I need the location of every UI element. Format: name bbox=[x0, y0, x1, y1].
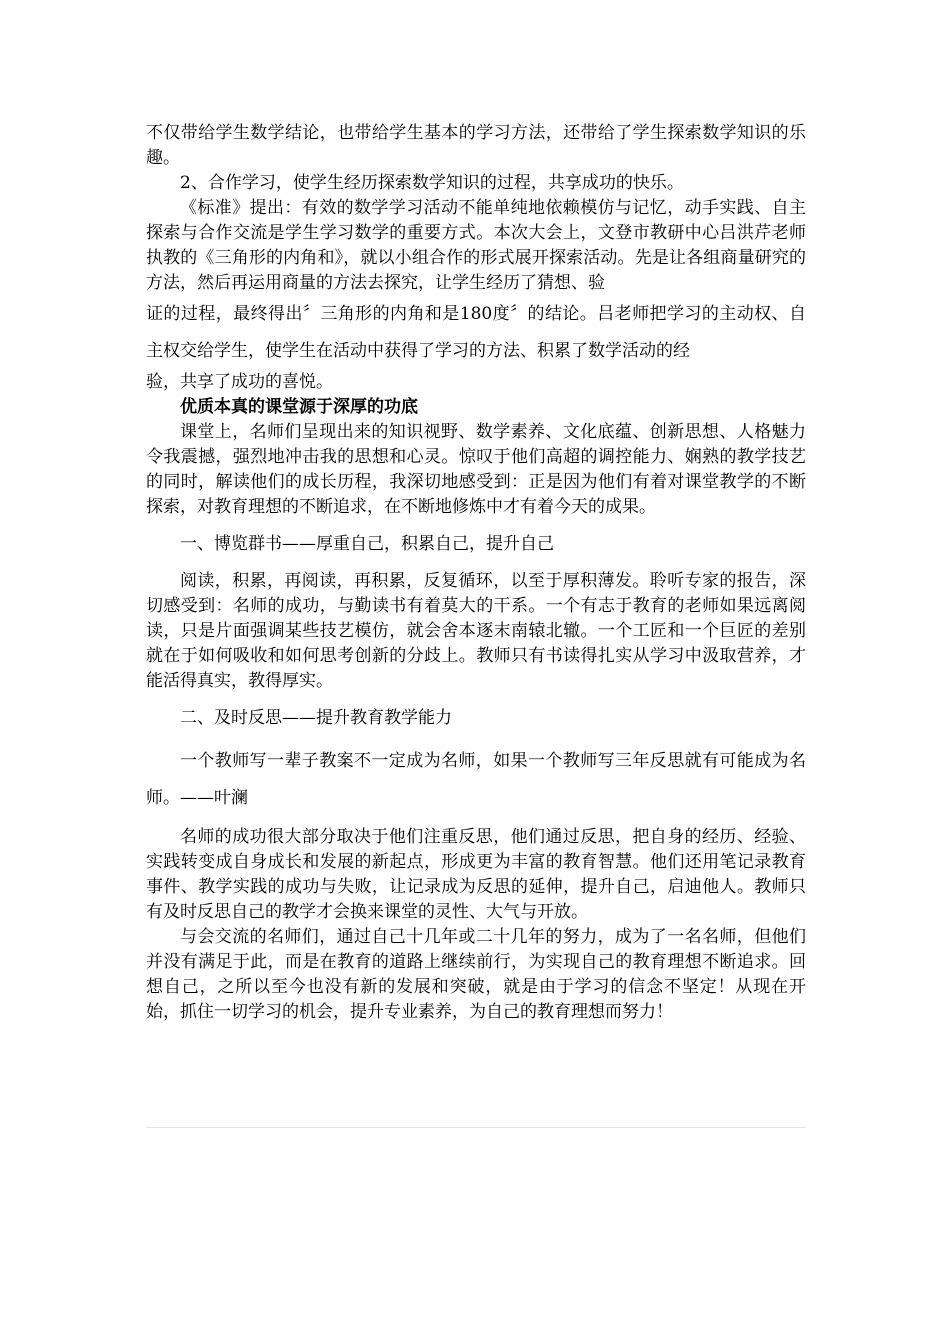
point-reading: 一、博览群书——厚重自己，积累自己，提升自己 bbox=[180, 534, 554, 554]
paragraph-standard-end: 验，共享了成功的喜悦。 bbox=[146, 372, 333, 392]
paragraph-reflection: 名师的成功很大部分取决于他们注重反思，他们通过反思，把自身的经历、经验、实践转变成自身成长和发展的新起点，形成更为丰富的教育智慧。他们还用笔记录教育事件、教学实践的成功与失败，让记录成为反思的延伸，提升自己，启迪他人。教师只有及时反思自己的教学才会换来课堂的灵性、大气与开放。 bbox=[146, 827, 806, 922]
point-reflection: 二、及时反思——提升教育教学能力 bbox=[180, 708, 452, 728]
paragraph-conclusion: 与会交流的名师们，通过自己十几年或二十几年的努力，成为了一名名师，但他们并没有满足于此，而是在教育的道路上继续前行，为实现自己的教育理想不断追求。回想自己，之所以至今也没有新的发展和突破，就是由于学习的信念不坚定！从现在开始，抓住一切学习的机会，提升专业素养，为自己的教育理想而努力！ bbox=[146, 927, 806, 1022]
document-body bbox=[146, 121, 806, 1025]
paragraph-classroom: 课堂上，名师们呈现出来的知识视野、数学素养、文化底蕴、创新思想、人格魅力令我震撼，强烈地冲击我的思想和心灵。惊叹于他们高超的调控能力、娴熟的教学技艺的同时，解读他们的成长历程，我深切地感受到：正是因为他们有着对课堂教学的不断探索，对教育理想的不断追求，在不断地修炼中才有着今天的成果。 bbox=[146, 422, 806, 517]
point-cooperative-learning: 2、合作学习，使学生经历探索数学知识的过程，共享成功的快乐。 bbox=[180, 173, 684, 193]
quote-ye-lan: 一个教师写一辈子教案不一定成为名师，如果一个教师写三年反思就有可能成为名师。——叶澜 bbox=[146, 751, 806, 808]
paragraph-standard: 《标准》提出：有效的数学学习活动不能单纯地依赖模仿与记忆，动手实践、自主探索与合作交流是学生学习数学的重要方式。本次大会上，文登市教研中心吕洪芹老师执教的《三角形的内角和》，就以小组合作的形式展开探索活动。先是让各组商量研究的方法，然后再运用商量的方法去探究，让学生经历了猜想、验 bbox=[146, 198, 806, 293]
paragraph-reading: 阅读，积累，再阅读，再积累，反复循环，以至于厚积薄发。聆听专家的报告，深切感受到：名师的成功，与勤读书有着莫大的干系。一个有志于教育的老师如果远离阅读，只是片面强调某些技艺模仿，就会舍本逐末南辕北辙。一个工匠和一个巨匠的差别就在于如何吸收和如何思考创新的分歧上。教师只有书读得扎实从学习中汲取营养，才能活得真实，教得厚实。 bbox=[146, 571, 806, 691]
paragraph-standard-cont: 证的过程，最终得出〞三角形的内角和是180度〞的结论。吕老师把学习的主动权、自主权交给学生，使学生在活动中获得了学习的方法、积累了数学活动的经 bbox=[146, 304, 806, 361]
paragraph-continuation: 不仅带给学生数学结论，也带给学生基本的学习方法，还带给了学生探索数学知识的乐趣。 bbox=[146, 123, 806, 168]
footer-divider bbox=[146, 1127, 806, 1128]
section-heading: 优质本真的课堂源于深厚的功底 bbox=[180, 397, 418, 417]
